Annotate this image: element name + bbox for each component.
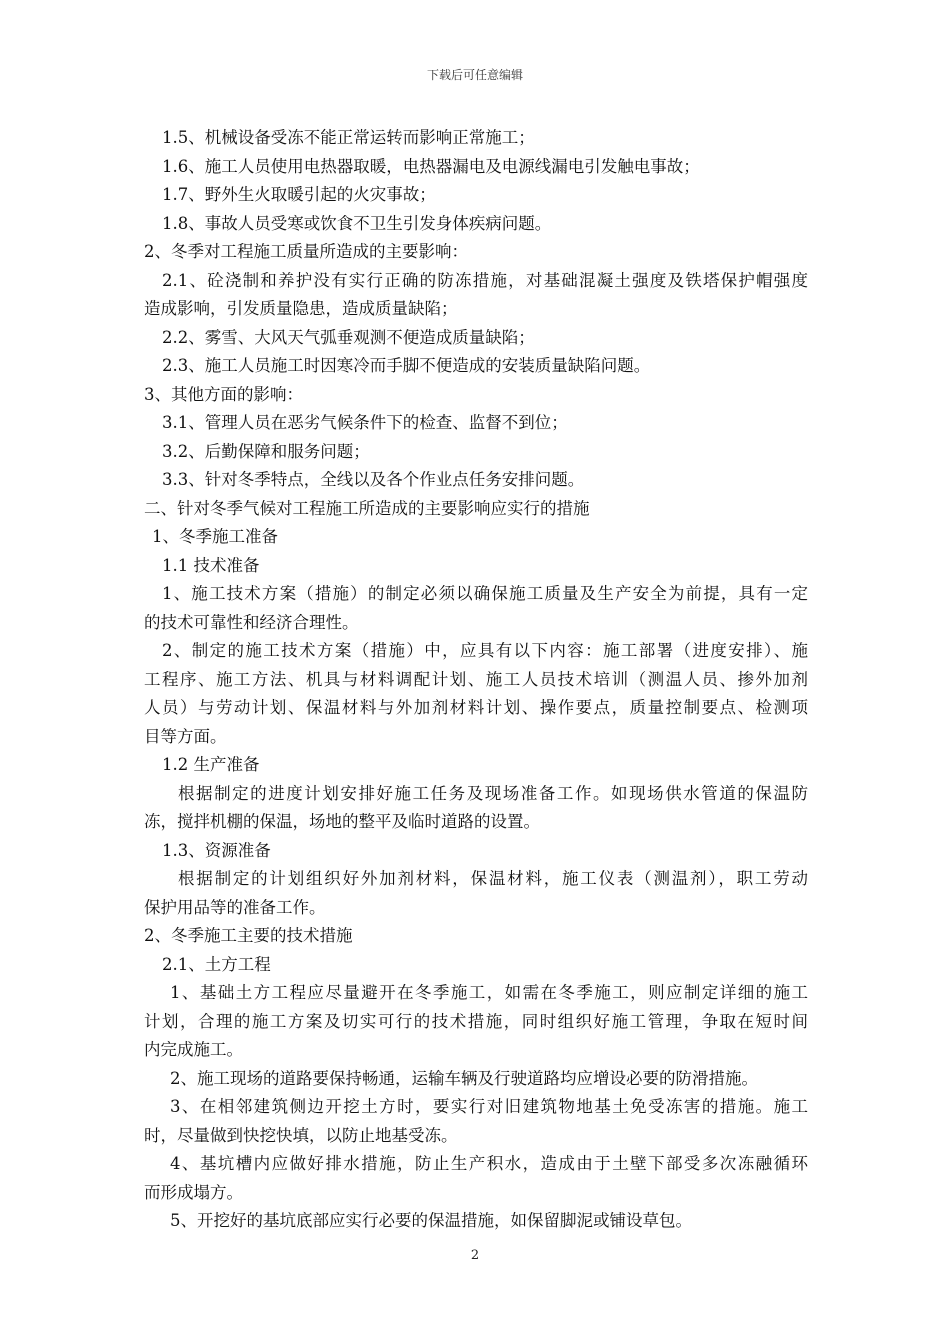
- text-line: 人员）与劳动计划、保温材料与外加剂材料计划、操作要点，质量控制要点、检测项: [144, 698, 808, 717]
- text-line: 二、针对冬季气候对工程施工所造成的主要影响应实行的措施: [144, 498, 590, 518]
- text-line: 时，尽量做到快挖快填，以防止地基受冻。: [144, 1125, 458, 1145]
- text-line: 保护用品等的准备工作。: [144, 897, 326, 917]
- text-line: 1.7、野外生火取暖引起的火灾事故；: [162, 185, 436, 204]
- text-line: 而形成塌方。: [144, 1182, 243, 1202]
- text-line: 根据制定的计划组织好外加剂材料，保温材料，施工仪表（测温剂），职工劳动: [178, 869, 808, 888]
- text-line: 2.1、土方工程: [162, 954, 271, 974]
- page-number: 2: [470, 1248, 480, 1263]
- text-line: 1.3、资源准备: [162, 840, 271, 860]
- text-line: 3.3、针对冬季特点，全线以及各个作业点任务安排问题。: [162, 470, 585, 489]
- text-line: 的技术可靠性和经济合理性。: [144, 612, 359, 632]
- text-line: 2.3、施工人员施工时因寒冷而手脚不便造成的安装质量缺陷问题。: [162, 356, 651, 375]
- text-line: 造成影响，引发质量隐患，造成质量缺陷；: [144, 299, 458, 318]
- text-line: 3、其他方面的影响：: [144, 384, 303, 404]
- text-line: 2.2、雾雪、大风天气弧垂观测不便造成质量缺陷；: [162, 327, 535, 347]
- text-line: 1.8、事故人员受寒或饮食不卫生引发身体疾病问题。: [162, 213, 552, 233]
- text-line: 3.1、管理人员在恶劣气候条件下的检查、监督不到位；: [162, 413, 568, 432]
- text-line: 2、冬季对工程施工质量所造成的主要影响：: [144, 242, 468, 261]
- text-line: 3、在相邻建筑侧边开挖土方时，要实行对旧建筑物地基土免受冻害的措施。施工: [170, 1097, 808, 1116]
- text-line: 目等方面。: [144, 726, 227, 746]
- document-body: [144, 124, 808, 1236]
- text-line: 内完成施工。: [144, 1040, 243, 1059]
- text-line: 1、基础土方工程应尽量避开在冬季施工，如需在冬季施工，则应制定详细的施工: [170, 983, 808, 1002]
- text-line: 1.6、施工人员使用电热器取暖，电热器漏电及电源线漏电引发触电事故；: [162, 156, 700, 176]
- text-line: 计划，合理的施工方案及切实可行的技术措施，同时组织好施工管理，争取在短时间: [144, 1011, 808, 1031]
- text-line: 冻，搅拌机棚的保温，场地的整平及临时道路的设置。: [144, 812, 540, 831]
- text-line: 工程序、施工方法、机具与材料调配计划、施工人员技术培训（测温人员、掺外加剂: [144, 669, 808, 689]
- text-line: 根据制定的进度计划安排好施工任务及现场准备工作。如现场供水管道的保温防: [178, 783, 808, 803]
- text-line: 2、施工现场的道路要保持畅通，运输车辆及行驶道路均应增设必要的防滑措施。: [170, 1068, 758, 1088]
- text-line: 3.2、后勤保障和服务问题；: [162, 441, 370, 461]
- text-line: 1、冬季施工准备: [152, 527, 278, 546]
- text-line: 1.5、机械设备受冻不能正常运转而影响正常施工；: [162, 128, 535, 147]
- text-line: 4、基坑槽内应做好排水措施，防止生产积水，造成由于土壁下部受多次冻融循环: [170, 1154, 808, 1173]
- text-line: 1.1 技术准备: [162, 555, 260, 575]
- text-line: 2.1、砼浇制和养护没有实行正确的防冻措施，对基础混凝土强度及铁塔保护帽强度: [162, 270, 808, 290]
- text-line: 5、开挖好的基坑底部应实行必要的保温措施，如保留脚泥或铺设草包。: [170, 1211, 692, 1230]
- text-line: 2、冬季施工主要的技术措施: [144, 926, 353, 945]
- page-header: 下载后可任意编辑: [426, 68, 523, 82]
- text-line: 2、制定的施工技术方案（措施）中，应具有以下内容：施工部署（进度安排）、施: [162, 641, 808, 660]
- text-line: 1.2 生产准备: [162, 755, 260, 774]
- text-line: 1、施工技术方案（措施）的制定必须以确保施工质量及生产安全为前提，具有一定: [162, 584, 808, 603]
